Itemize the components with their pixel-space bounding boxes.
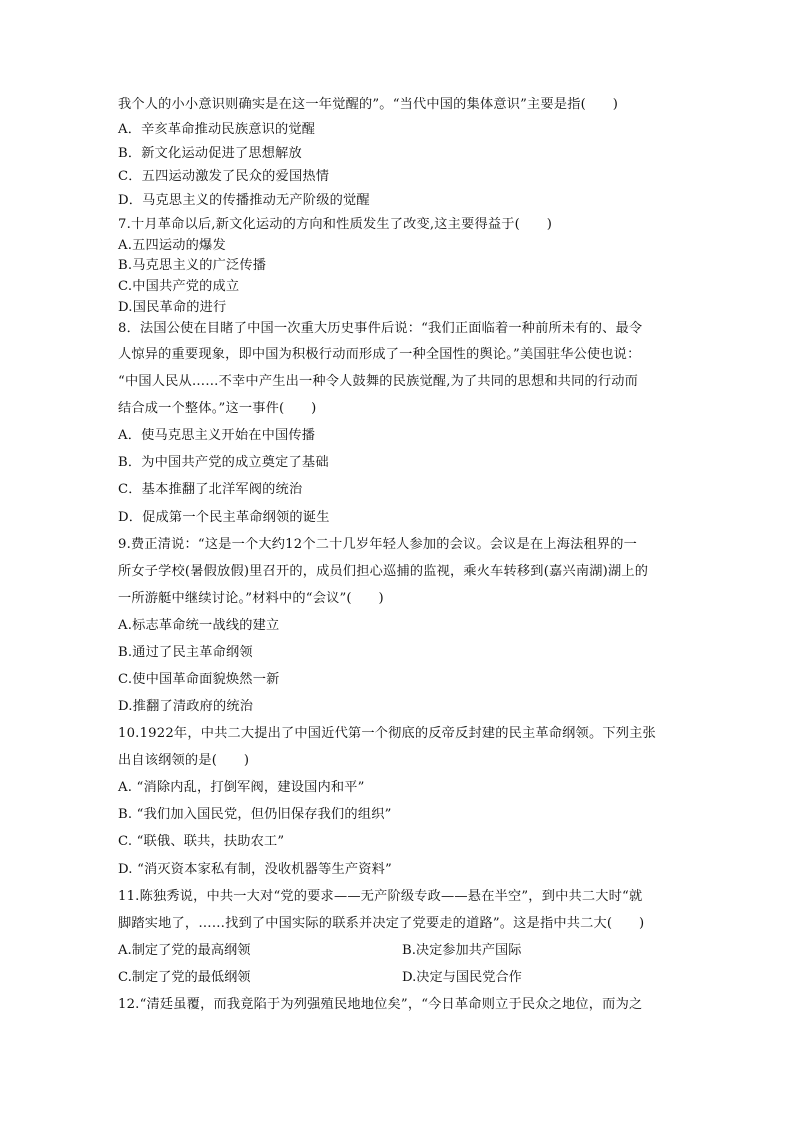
q7-option-c: C.中国共产党的成立 xyxy=(118,279,240,294)
q7-option-b: B.马克思主义的广泛传播 xyxy=(118,258,267,273)
q11-stem-line-1: 11.陈独秀说，中共一大对“党的要求——无产阶级专政——悬在半空”，到中共二大时“就 xyxy=(118,889,643,904)
q9-option-b: B.通过了民主革命纲领 xyxy=(118,645,253,660)
q12-stem: 12.“清廷虽覆，而我竟陷于为列强殖民地地位矣”，“今日革命则立于民众之地位，而为之 xyxy=(118,997,643,1012)
q9-stem-line-2: 所女子学校(暑假放假)里召开的，成员们担心巡捕的监视，乘火车转移到(嘉兴南湖)湖上的 xyxy=(118,564,649,579)
q9-stem-line-3: 一所游艇中继续讨论。”材料中的“会议”( ) xyxy=(118,591,384,606)
q6-option-c: C．五四运动激发了民众的爱国热情 xyxy=(118,169,330,184)
q10-option-a: A. “消除内乱，打倒军阀，建设国内和平” xyxy=(118,780,365,795)
q11-option-b: B.决定参加共产国际 xyxy=(402,943,522,958)
q6-option-d: D．马克思主义的传播推动无产阶级的觉醒 xyxy=(118,193,370,208)
q9-option-d: D.推翻了清政府的统治 xyxy=(118,699,254,714)
q6-option-b: B．新文化运动促进了思想解放 xyxy=(118,146,302,161)
q8-stem-line-3: “中国人民从……不幸中产生出一种令人鼓舞的民族觉醒,为了共同的思想和共同的行动而 xyxy=(118,374,639,389)
q11-option-a: A.制定了党的最高纲领 xyxy=(118,943,251,958)
q7-stem: 7.十月革命以后,新文化运动的方向和性质发生了改变,这主要得益于( ) xyxy=(118,217,553,232)
q8-option-b: B．为中国共产党的成立奠定了基础 xyxy=(118,455,329,470)
q10-option-d: D. “消灭资本家私有制，没收机器等生产资料” xyxy=(118,862,392,877)
q9-option-a: A.标志革命统一战线的建立 xyxy=(118,618,280,633)
q10-stem-line-2: 出自该纲领的是( ) xyxy=(118,753,250,768)
q8-stem-line-2: 人惊异的重要现象，即中国为积极行动而形成了一种全国性的舆论。”美国驻华公使也说： xyxy=(118,347,641,362)
q8-option-a: A．使马克思主义开始在中国传播 xyxy=(118,428,316,443)
q6-stem: 我个人的小小意识则确实是在这一年觉醒的”。“当代中国的集体意识”主要是指( ) xyxy=(118,97,619,112)
q7-option-a: A.五四运动的爆发 xyxy=(118,238,226,253)
q8-option-d: D．促成第一个民主革命纲领的诞生 xyxy=(118,510,330,525)
q7-option-d: D.国民革命的进行 xyxy=(118,300,227,315)
q8-stem-line-4: 结合成一个整体。”这一事件( ) xyxy=(118,401,317,416)
q11-option-c: C.制定了党的最低纲领 xyxy=(118,970,251,985)
q11-option-d: D.决定与国民党合作 xyxy=(402,970,522,985)
q11-stem-line-2: 脚踏实地了，……找到了中国实际的联系并决定了党要走的道路”。这是指中共二大( ) xyxy=(118,916,645,931)
q8-option-c: C．基本推翻了北洋军阀的统治 xyxy=(118,482,303,497)
q10-option-c: C. “联俄、联共，扶助农工” xyxy=(118,834,285,849)
q10-option-b: B. “我们加入国民党，但仍旧保存我们的组织” xyxy=(118,807,392,822)
q9-stem-line-1: 9.费正清说：“这是一个大约12个二十几岁年轻人参加的会议。会议是在上海法租界的一 xyxy=(118,537,638,552)
q9-option-c: C.使中国革命面貌焕然一新 xyxy=(118,672,280,687)
q10-stem-line-1: 10.1922年，中共二大提出了中国近代第一个彻底的反帝反封建的民主革命纲领。下列主张 xyxy=(118,726,656,741)
q8-stem-line-1: 8．法国公使在目睹了中国一次重大历史事件后说：“我们正面临着一种前所未有的、最令 xyxy=(118,321,643,336)
q6-option-a: A．辛亥革命推动民族意识的觉醒 xyxy=(118,122,316,137)
